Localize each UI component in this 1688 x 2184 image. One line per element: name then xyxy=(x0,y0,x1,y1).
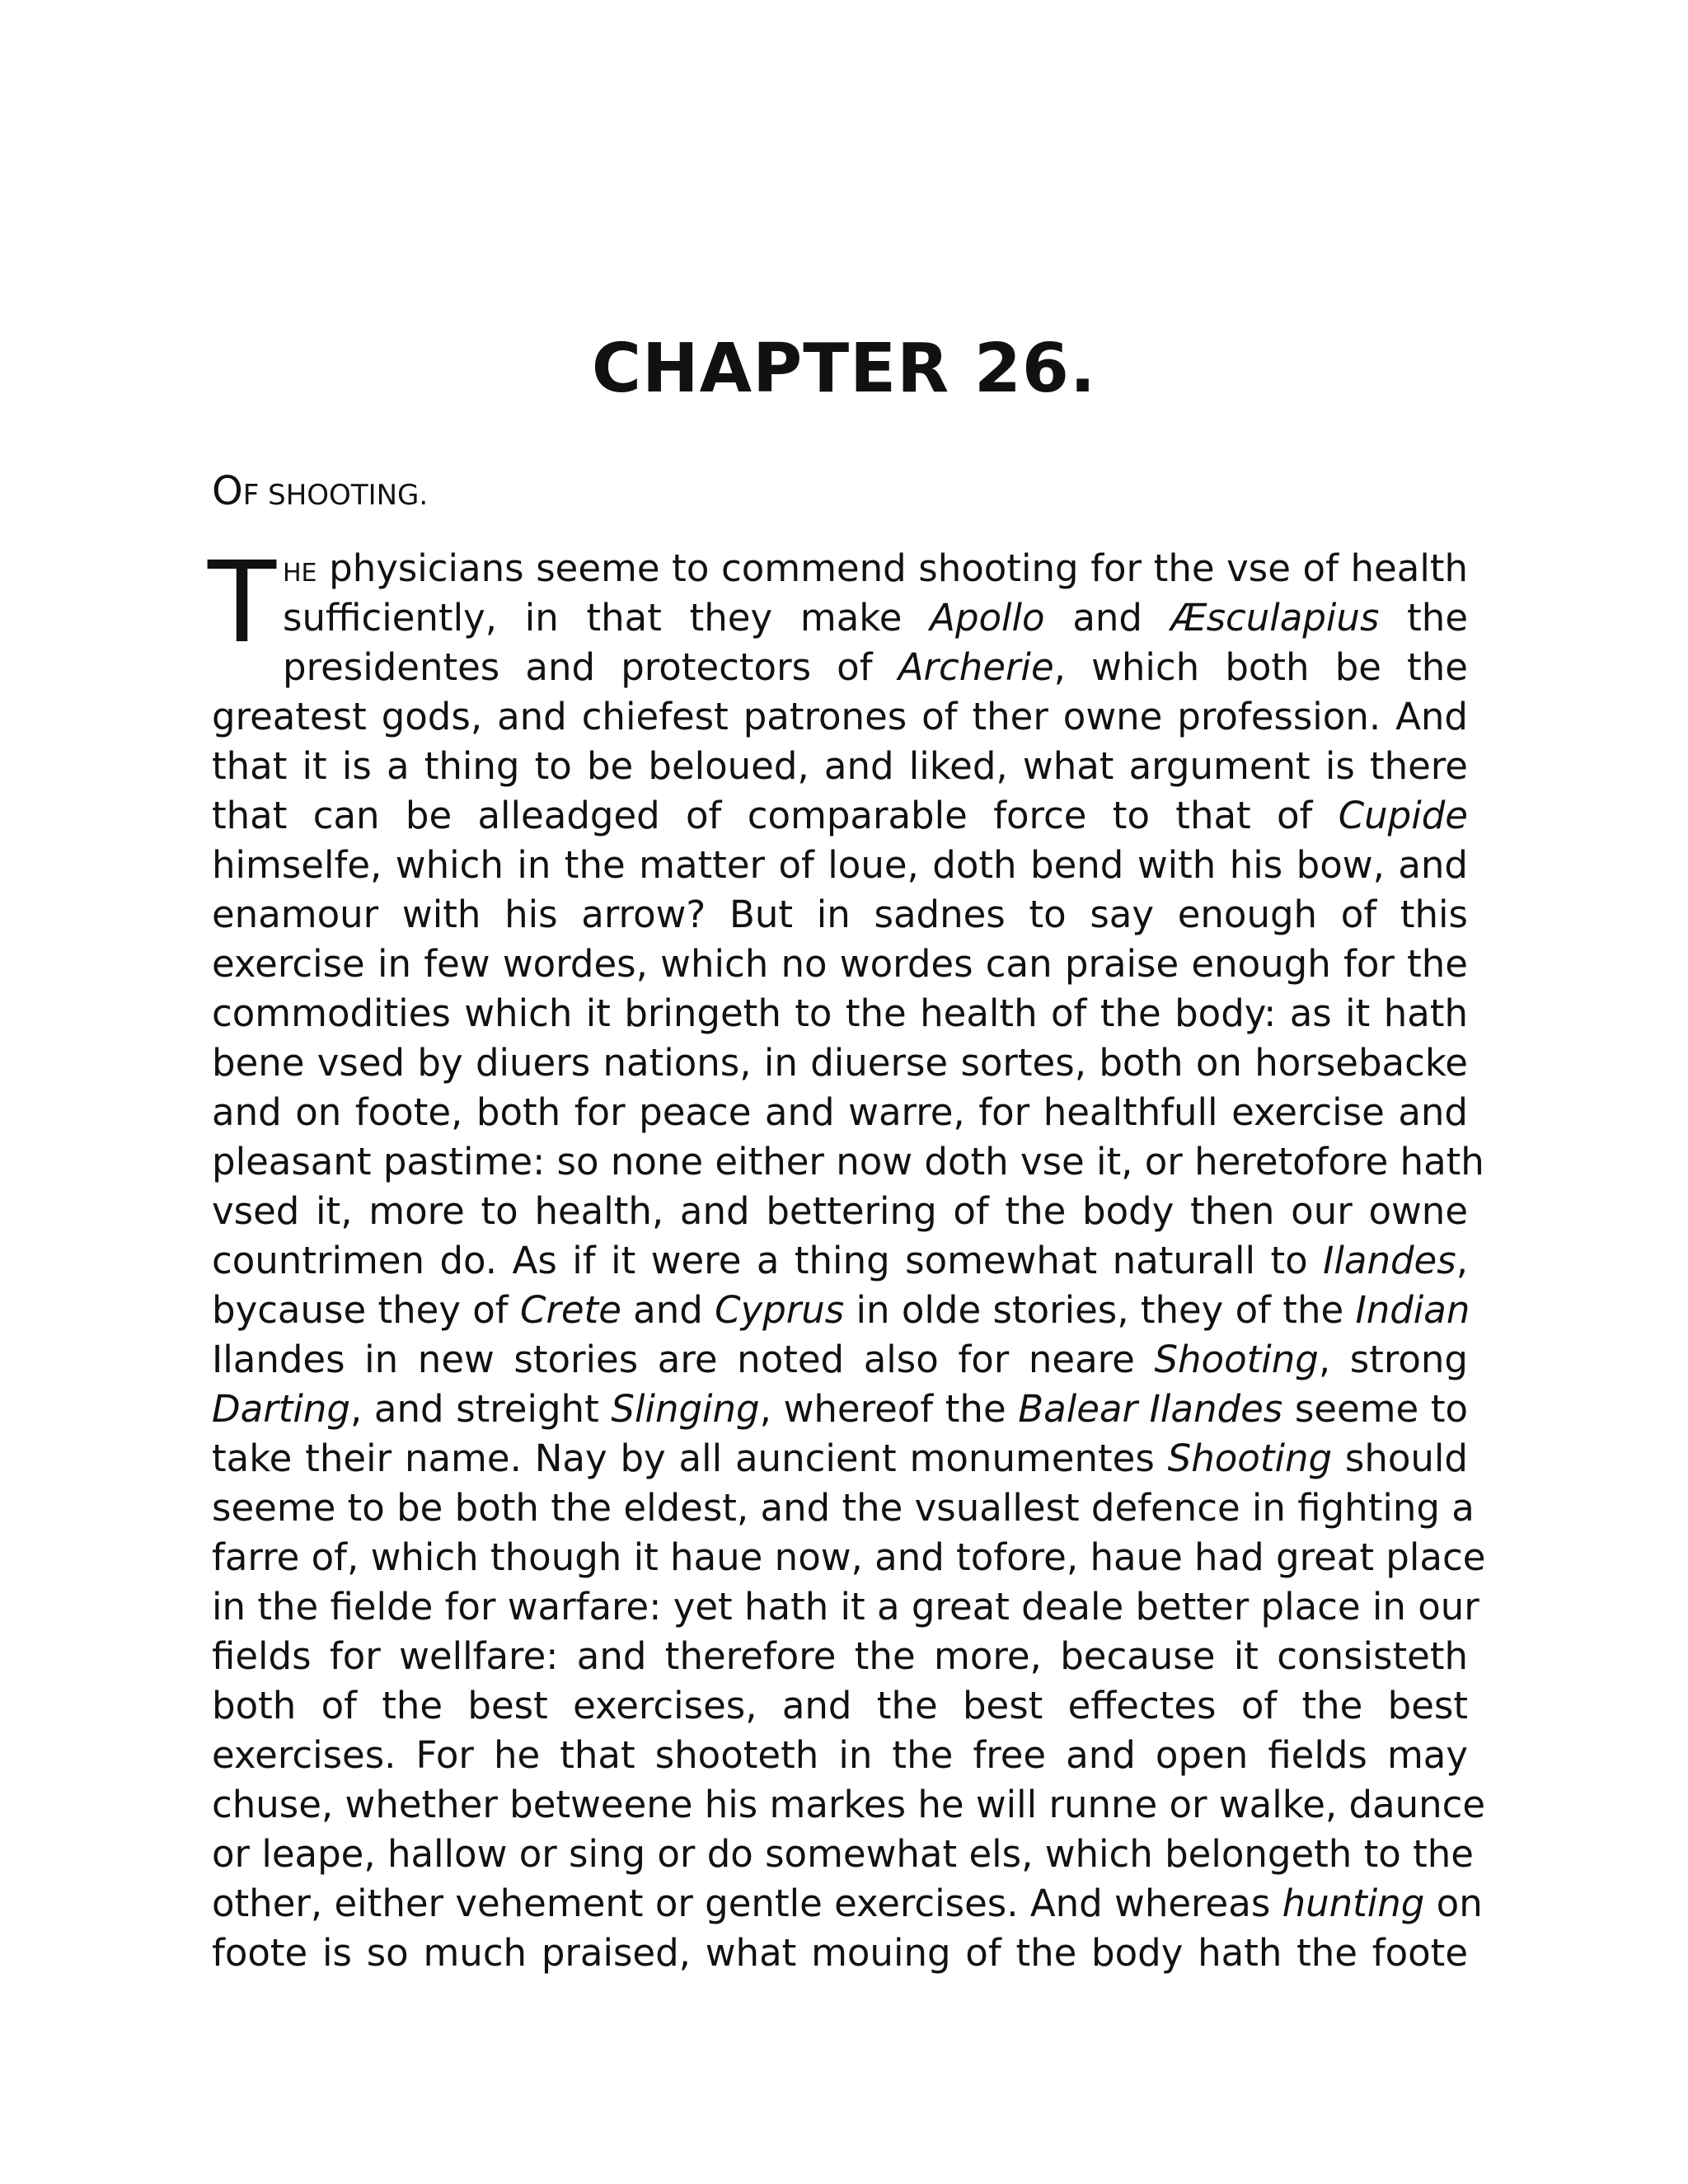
text-line xyxy=(283,544,1468,593)
text-segment: and xyxy=(1044,596,1170,640)
section-subtitle xyxy=(212,466,428,520)
chapter-title: CHAPTER 26. xyxy=(591,330,1097,408)
text-line xyxy=(212,1088,1468,1137)
italic-text: Slinging xyxy=(611,1387,760,1431)
text-segment: other, either vehement or gentle exercises. And whereas xyxy=(212,1882,1282,1925)
subtitle-initial: O xyxy=(212,468,243,514)
text-line xyxy=(212,1286,1468,1335)
text-segment: , which both be the xyxy=(1053,645,1468,689)
text-segment: the xyxy=(1379,596,1468,640)
text-line xyxy=(212,1236,1468,1286)
text-line xyxy=(212,742,1468,791)
text-line xyxy=(283,643,1468,692)
text-segment: pleasant pastime: so none either now doth vse it, or heretofore hath xyxy=(212,1140,1484,1183)
text-line xyxy=(212,791,1468,841)
text-line xyxy=(212,1038,1468,1088)
text-segment: , xyxy=(1456,1239,1468,1282)
text-line xyxy=(212,1731,1468,1780)
italic-text: Ilandes xyxy=(1323,1239,1456,1282)
text-line xyxy=(212,692,1468,742)
italic-text: Crete xyxy=(519,1288,621,1332)
text-segment: on xyxy=(1424,1882,1483,1925)
text-segment: enamour with his arrow? But in sadnes to say enough of this xyxy=(212,893,1468,936)
text-segment: , strong xyxy=(1318,1338,1468,1381)
drop-cap: T xyxy=(208,538,277,668)
text-line xyxy=(212,1582,1479,1632)
text-line xyxy=(212,1483,1475,1533)
text-line xyxy=(212,1681,1468,1731)
italic-text: Archerie xyxy=(898,645,1054,689)
text-segment: fields for wellfare: and therefore the more, because it consisteth xyxy=(212,1634,1468,1678)
text-segment: bene vsed by diuers nations, in diuerse sortes, both on horsebacke xyxy=(212,1041,1468,1085)
italic-text: Apollo xyxy=(930,596,1045,640)
text-segment: take their name. Nay by all auncient monumentes xyxy=(212,1436,1168,1480)
text-segment: himselfe, which in the matter of loue, doth bend with his bow, and xyxy=(212,843,1468,887)
text-segment: Ilandes in new stories are noted also for neare xyxy=(212,1338,1155,1381)
text-line xyxy=(212,890,1468,940)
text-segment: exercises. For he that shooteth in the free and open fields may xyxy=(212,1733,1468,1777)
text-segment: farre of, which though it haue now, and tofore, haue had great place xyxy=(212,1535,1486,1579)
text-segment: in the fielde for warfare: yet hath it a great deale better place in our xyxy=(212,1585,1479,1629)
italic-text: Darting xyxy=(212,1387,350,1431)
text-line xyxy=(212,1385,1468,1434)
text-segment: countrimen do. As if it were a thing somewhat naturall to xyxy=(212,1239,1324,1282)
text-segment: , whereof the xyxy=(759,1387,1019,1431)
text-line xyxy=(283,593,1468,643)
text-segment: bycause they of xyxy=(212,1288,520,1332)
text-segment: seeme to be both the eldest, and the vsuallest defence in fighting a xyxy=(212,1486,1475,1530)
text-segment: HE xyxy=(283,559,317,588)
text-segment: commodities which it bringeth to the health of the body: as it hath xyxy=(212,991,1468,1035)
italic-text: Indian xyxy=(1355,1288,1470,1332)
text-segment: and xyxy=(621,1288,715,1332)
text-segment: seeme to xyxy=(1282,1387,1468,1431)
italic-text: Shooting xyxy=(1154,1338,1319,1381)
text-segment: vsed it, more to health, and bettering of the body then our owne xyxy=(212,1189,1468,1233)
text-line xyxy=(212,1533,1486,1582)
text-segment: presidentes and protectors of xyxy=(283,645,898,689)
text-segment: physicians seeme to commend shooting for the vse of health xyxy=(316,546,1468,590)
text-segment: greatest gods, and chiefest patrones of ther owne profession. And xyxy=(212,695,1468,738)
text-line xyxy=(212,1137,1484,1187)
text-segment: exercise in few wordes, which no wordes can praise enough for the xyxy=(212,942,1468,986)
text-segment: , and streight xyxy=(349,1387,612,1431)
italic-text: Shooting xyxy=(1167,1436,1333,1480)
text-segment: that can be alleadged of comparable force to that of xyxy=(212,794,1339,837)
text-segment: or leape, hallow or sing or do somewhat els, which belongeth to the xyxy=(212,1832,1474,1876)
text-line xyxy=(212,1632,1468,1681)
text-segment: foote is so much praised, what mouing of the body hath the foote xyxy=(212,1931,1468,1975)
text-segment: in olde stories, they of the xyxy=(844,1288,1356,1332)
text-line xyxy=(212,940,1468,989)
text-segment: chuse, whether betweene his markes he will runne or walke, daunce xyxy=(212,1783,1486,1826)
italic-text: Cupide xyxy=(1338,794,1468,837)
italic-text: Æsculapius xyxy=(1170,596,1380,640)
text-segment: and on foote, both for peace and warre, for healthfull exercise and xyxy=(212,1090,1468,1134)
italic-text: hunting xyxy=(1282,1882,1425,1925)
text-line xyxy=(212,841,1468,890)
text-line xyxy=(212,1434,1468,1483)
text-segment: that it is a thing to be beloued, and liked, what argument is there xyxy=(212,744,1468,788)
text-line xyxy=(212,1830,1474,1879)
text-line xyxy=(212,1780,1486,1830)
text-line xyxy=(212,1929,1468,1978)
italic-text: Cyprus xyxy=(715,1288,845,1332)
text-line xyxy=(212,1187,1468,1236)
text-segment: should xyxy=(1332,1436,1468,1480)
text-line xyxy=(212,1879,1483,1929)
text-line xyxy=(212,1335,1468,1385)
text-line xyxy=(212,989,1468,1038)
italic-text: Balear Ilandes xyxy=(1018,1387,1283,1431)
text-segment: sufficiently, in that they make xyxy=(283,596,931,640)
subtitle-rest: F SHOOTING. xyxy=(242,479,429,512)
text-segment: both of the best exercises, and the best effectes of the best xyxy=(212,1684,1468,1727)
